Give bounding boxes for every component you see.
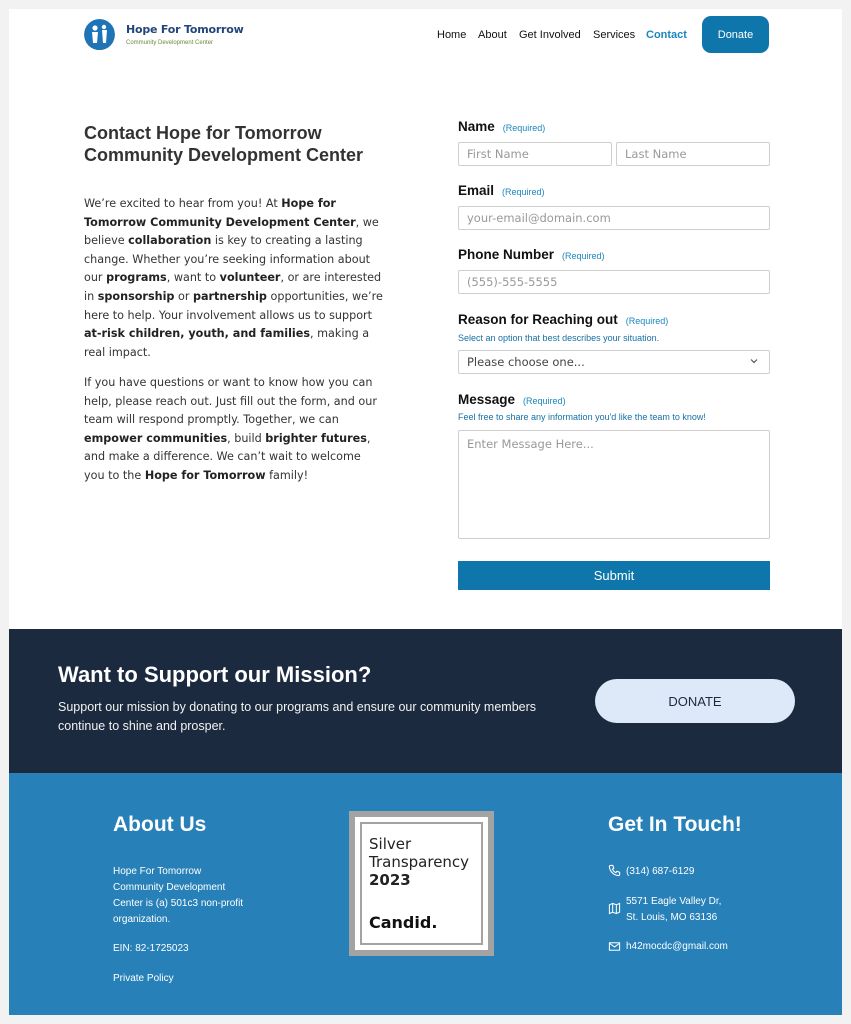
ein-text: EIN: 82-1725023 xyxy=(113,943,189,954)
brand-subtitle: Community Development Center xyxy=(126,40,214,46)
nav-services[interactable]: Services xyxy=(593,29,636,41)
about-title: About Us xyxy=(113,813,207,836)
intro-paragraph-2: If you have questions or want to know how you can help, please reach out. Just fill out the form, and our team will respond promptly. Together, we can empower communities, build brighter futures, and make a difference. We can’t wait to welcome you to the Hope for Tomorrow family! xyxy=(84,376,377,482)
nav-get-involved[interactable]: Get Involved xyxy=(519,29,581,41)
map-icon xyxy=(608,902,622,916)
submit-button[interactable]: Submit xyxy=(458,561,770,590)
reason-label: Reason for Reaching out (Required) xyxy=(458,312,669,327)
address-line-1: 5571 Eagle Valley Dr, xyxy=(626,896,722,907)
email-input[interactable]: your-email@domain.com xyxy=(458,206,770,230)
phone-input[interactable]: (555)-555-5555 xyxy=(458,270,770,294)
message-help: Feel free to share any information you'd like the team to know! xyxy=(458,412,706,422)
site-footer xyxy=(9,773,842,1015)
privacy-policy-link[interactable]: Private Policy xyxy=(113,973,174,984)
mission-donate-button[interactable]: DONATE xyxy=(595,679,795,723)
message-textarea[interactable]: Enter Message Here... xyxy=(458,430,770,539)
mission-section xyxy=(9,629,842,773)
candid-seal[interactable] xyxy=(349,811,494,956)
nav-contact[interactable]: Contact xyxy=(646,29,687,41)
page xyxy=(9,9,842,1015)
last-name-input[interactable]: Last Name xyxy=(616,142,770,166)
email-link[interactable]: h42mocdc@gmail.com xyxy=(626,941,728,952)
candid-seal-inner xyxy=(355,817,488,950)
seal-line-2: Transparency xyxy=(369,853,470,871)
nav-about[interactable]: About xyxy=(478,29,507,41)
header-donate-button[interactable]: Donate xyxy=(702,16,769,53)
seal-brand: Candid. xyxy=(369,913,438,932)
required-note: (Required) xyxy=(502,187,545,197)
required-note: (Required) xyxy=(562,251,605,261)
mission-title: Want to Support our Mission? xyxy=(58,662,372,687)
message-label: Message (Required) xyxy=(458,392,566,407)
reason-help: Select an option that best describes your situation. xyxy=(458,333,660,343)
reason-select[interactable] xyxy=(458,350,770,374)
required-note: (Required) xyxy=(523,396,566,406)
phone-label: Phone Number (Required) xyxy=(458,247,605,262)
phone-icon xyxy=(608,864,622,878)
seal-line-1: Silver xyxy=(369,835,412,853)
name-label: Name (Required) xyxy=(458,119,546,134)
about-text: Hope For Tomorrow Community Development Center is (a) 501c3 non-profit organization. xyxy=(113,866,244,925)
required-note: (Required) xyxy=(502,123,546,133)
seal-line-3: 2023 xyxy=(369,871,411,889)
nav-home[interactable]: Home xyxy=(437,29,467,41)
address-line-2: St. Louis, MO 63136 xyxy=(626,912,718,923)
first-name-input[interactable]: First Name xyxy=(458,142,612,166)
logo-icon[interactable] xyxy=(84,19,115,50)
reason-select-value: Please choose one... xyxy=(467,355,585,369)
intro-paragraph-1: We’re excited to hear from you! At Hope for Tomorrow Community Development Center, we believe collaboration is key to creating a lasting change. Whether you’re seeking information about our programs, want to volunteer, or are interested in sponsorship or partnership opportunities, we’re here to help. Your involvement allows us to support at-risk children, youth, and families, making a real impact. xyxy=(84,197,383,359)
chevron-down-icon xyxy=(749,356,759,369)
required-note: (Required) xyxy=(625,316,669,326)
email-label: Email (Required) xyxy=(458,183,545,198)
contact-title: Get In Touch! xyxy=(608,813,742,836)
brand-title[interactable]: Hope For Tomorrow xyxy=(126,23,244,36)
page-title: Contact Hope for Tomorrow Community Development Center xyxy=(84,123,364,165)
mail-icon xyxy=(608,940,622,954)
site-header xyxy=(9,9,842,65)
mission-text: Support our mission by donating to our programs and ensure our community members continue to shine and prosper. xyxy=(58,700,537,733)
phone-link[interactable]: (314) 687-6129 xyxy=(626,866,695,877)
